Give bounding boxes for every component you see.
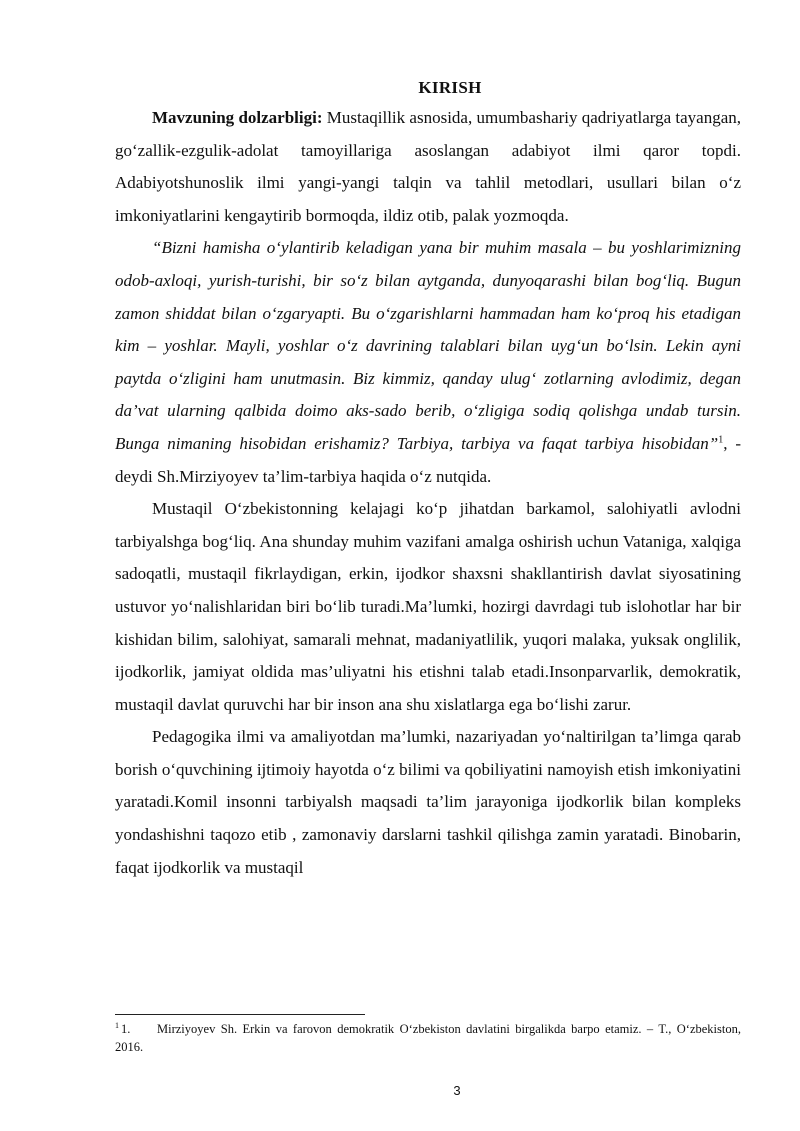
relevance-text: Mustaqillik asnosida, umumbashariy qadriyatlarga tayangan, go‘zallik-ezgulik-adolat tamoyillariga asoslangan adabiyot ilmi qaror topdi. Adabiyotshunoslik ilmi yangi-yangi talqin va tahlil metodlari, usullari bilan o‘z imkoniyatlarini kengaytirib bormoqda, ildiz otib, palak yozmoqda. [115,108,742,225]
body-text [115,102,741,884]
paragraph-independence: Mustaqil O‘zbekistonning kelajagi ko‘p jihatdan barkamol, salohiyatli avlodni tarbiyalshga bog‘liq. Ana shunday muhim vazifani amalga oshirish uchun Vataniga, xalqiga sadoqatli, mustaqil fikrlaydigan, erkin, ijodkor shaxsni shakllantirish davlat siyosatining ustuvor yo‘nalishlaridan biri bo‘lib turadi.Ma’lumki, hozirgi davrdagi tub islohotlar har bir kishidan bilim, salohiyat, samarali mehnat, madaniyatlilik, yuqori malaka, yuksak onglilik, ijodkorlik, jamiyat oldida mas’uliyatni his etishni talab etadi.Insonparvarlik, demokratik, mustaqil davlat quruvchi har bir inson ana shu xislatlarga ega bo‘lishi zarur. [115,499,741,714]
footnote-number: 1. [121,1022,131,1036]
paragraph-relevance [115,102,741,232]
paragraph-pedagogy: Pedagogika ilmi va amaliyotdan ma’lumki, nazariyadan yo‘naltirilgan ta’limga qarab borish o‘quvchining ijtimoiy hayotda o‘z bilimi va qobiliyatini namoyish etish imkoniyatini yaratadi.Komil insonni tarbiyalsh maqsadi ta’lim jarayoniga ijodkorlik bilan kompleks yondashishni taqozo etib , zamonaviy darslarni tashkil qilishga zamin yaratadi. Binobarin, faqat ijodkorlik va mustaqil [115,727,741,877]
quote-attribution: , - deydi Sh.Mirziyoyev ta’lim-tarbiya haqida o‘z nutqida. [115,433,741,486]
paragraph-quote [115,232,741,493]
page-number: 3 [453,1083,461,1098]
president-quote: “Bizni hamisha o‘ylantirib keladigan yana bir muhim masala – bu yoshlarimizning odob-axloqi, yurish-turishi, bir so‘z bilan aytganda, dunyoqarashi bilan bog‘liq. Bugun zamon shiddat bilan o‘zgaryapti. Bu o‘zgarishlarni hammadan ham ko‘proq his etadigan kim – yoshlar. Mayli, yoshlar o‘z davrining talablari bilan uyg‘un bo‘lsin. Lekin ayni paytda o‘zligini ham unutmasin. Biz kimmiz, qanday ulug‘ zotlarning avlodimiz, degan da’vat ularning qalbida doimo aks-sado berib, o‘zligiga sodiq qolishga undab tursin. Bunga nimaning hisobidan erishamiz? Tarbiya, tarbiya va faqat tarbiya hisobidan” [115,238,741,453]
footnote-reference[interactable]: 1 [718,434,724,446]
footnote-mark: 1 [115,1020,119,1030]
footnote-divider [115,1014,365,1015]
footnote [115,1020,741,1056]
relevance-lead: Mavzuning dolzarbligi: [152,108,323,127]
section-heading: KIRISH [418,78,482,97]
footnote-text: Mirziyoyev Sh. Erkin va farovon demokratik O‘zbekiston davlatini birgalikda barpo etamiz. – T., O‘zbekiston, 2016. [115,1022,741,1054]
